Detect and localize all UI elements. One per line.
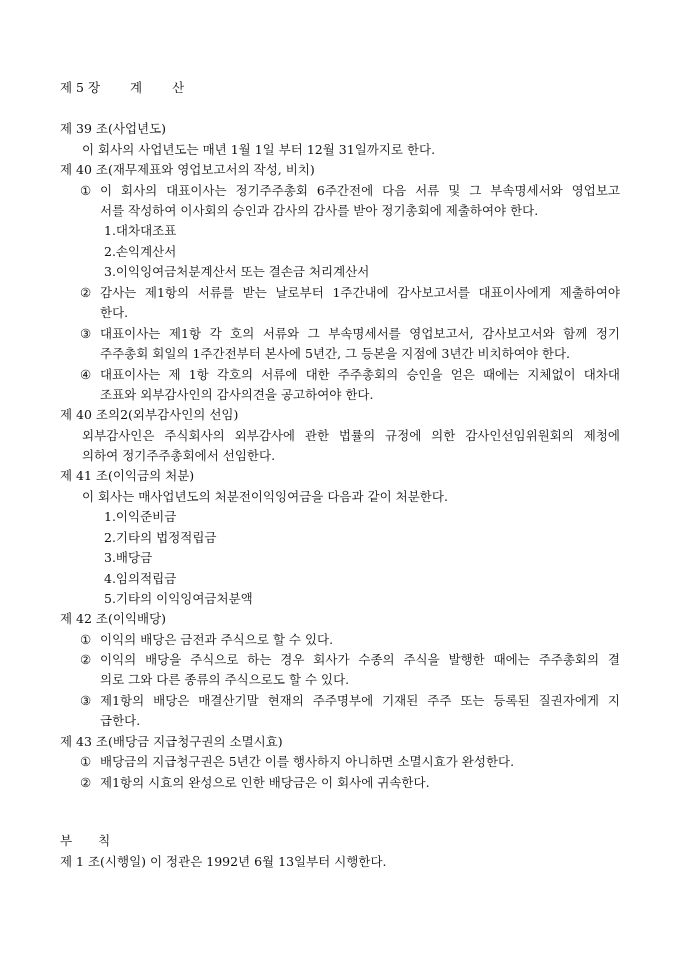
- article-42-p2-line1: 이익의 배당을 주식으로 하는 경우 회사가 수종의 주식을 발행한 때에는 주주총회의 결: [100, 652, 620, 667]
- article-40-p4-line1: 대표이사는 제 1항 각호의 서류에 대한 주주총회의 승인을 얻은 때에는 지체없이 대차대: [100, 367, 620, 382]
- article-39-heading: 제 39 조(사업년도): [60, 121, 167, 136]
- addenda-title-char-2: 칙: [98, 833, 111, 848]
- article-43-heading: 제 43 조(배당금 지급청구권의 소멸시효): [60, 734, 283, 749]
- article-42-p2-line2: 의로 그와 다른 종류의 주식으로도 할 수 있다.: [100, 672, 350, 687]
- paragraph-marker: ③: [80, 693, 92, 708]
- article-42-p3-line1: 제1항의 배당은 매결산기말 현재의 주주명부에 기재된 주주 또는 등록된 질권자에게 지: [100, 693, 620, 708]
- paragraph-marker: ①: [80, 183, 92, 198]
- list-item: 3.이익잉여금처분계산서 또는 결손금 처리계산서: [104, 264, 370, 279]
- paragraph-marker: ②: [80, 652, 92, 667]
- chapter-title-char-1: 계: [130, 80, 143, 95]
- list-item: 5.기타의 이익잉여금처분액: [104, 591, 253, 606]
- addenda-article-1: 제 1 조(시행일) 이 정관은 1992년 6월 13일부터 시행한다.: [60, 854, 387, 869]
- article-40-2-heading: 제 40 조의2(외부감사인의 선임): [60, 407, 239, 422]
- article-40-p2-line1: 감사는 제1항의 서류를 받는 날로부터 1주간내에 감사보고서를 대표이사에게 제출하여야: [100, 285, 620, 300]
- chapter-title-char-2: 산: [172, 80, 185, 95]
- paragraph-marker: ②: [80, 285, 92, 300]
- article-43-p2-line1: 제1항의 시효의 완성으로 인한 배당금은 이 회사에 귀속한다.: [100, 775, 430, 790]
- addenda-title-char-1: 부: [60, 833, 73, 848]
- article-40-p2-line2: 한다.: [100, 305, 129, 320]
- article-39-body: 이 회사의 사업년도는 매년 1월 1일 부터 12월 31일까지로 한다.: [82, 142, 436, 157]
- list-item: 1.대차대조표: [104, 223, 177, 238]
- paragraph-marker: ②: [80, 775, 92, 790]
- paragraph-marker: ④: [80, 367, 92, 382]
- paragraph-marker: ①: [80, 632, 92, 647]
- article-40-heading: 제 40 조(재무제표와 영업보고서의 작성, 비치): [60, 162, 315, 177]
- article-40-p4-line2: 조표와 외부감사인의 감사의견을 공고하여야 한다.: [100, 387, 374, 402]
- article-41-heading: 제 41 조(이익금의 처분): [60, 468, 195, 483]
- article-42-p3-line2: 급한다.: [100, 713, 141, 728]
- article-42-p1-line1: 이익의 배당은 금전과 주식으로 할 수 있다.: [100, 632, 334, 647]
- addenda-heading: [60, 833, 110, 849]
- article-41-body: 이 회사는 매사업년도의 처분전이익잉여금을 다음과 같이 처분한다.: [82, 489, 448, 504]
- list-item: 4.임의적립금: [104, 571, 177, 586]
- article-43-p1-line1: 배당금의 지급청구권은 5년간 이를 행사하지 아니하면 소멸시효가 완성한다.: [100, 754, 515, 769]
- chapter-heading: [60, 80, 184, 96]
- article-40-p3-line1: 대표이사는 제1항 각 호의 서류와 그 부속명세서를 영업보고서, 감사보고서와 함께 정기: [100, 326, 620, 341]
- article-40-p1-line1: 이 회사의 대표이사는 정기주주총회 6주간전에 다음 서류 및 그 부속명세서와 영업보고: [100, 183, 620, 198]
- list-item: 2.손익계산서: [104, 244, 177, 259]
- article-42-heading: 제 42 조(이익배당): [60, 611, 167, 626]
- list-item: 2.기타의 법정적립금: [104, 530, 217, 545]
- article-40-2-line2: 의하여 정기주주총회에서 선임한다.: [82, 448, 276, 463]
- paragraph-marker: ③: [80, 326, 92, 341]
- article-40-2-line1: 외부감사인은 주식회사의 외부감사에 관한 법률의 규정에 의한 감사인선임위원회의 제청에: [82, 428, 620, 443]
- article-40-p3-line2: 주주총회 회일의 1주간전부터 본사에 5년간, 그 등본을 지점에 3년간 비치하여야 한다.: [100, 346, 571, 361]
- paragraph-marker: ①: [80, 754, 92, 769]
- article-40-p1-line2: 서를 작성하여 이사회의 승인과 감사의 감사를 받아 정기총회에 제출하여야 한다.: [100, 203, 539, 218]
- list-item: 3.배당금: [104, 550, 153, 565]
- chapter-number: 제 5 장: [60, 80, 101, 95]
- list-item: 1.이익준비금: [104, 509, 177, 524]
